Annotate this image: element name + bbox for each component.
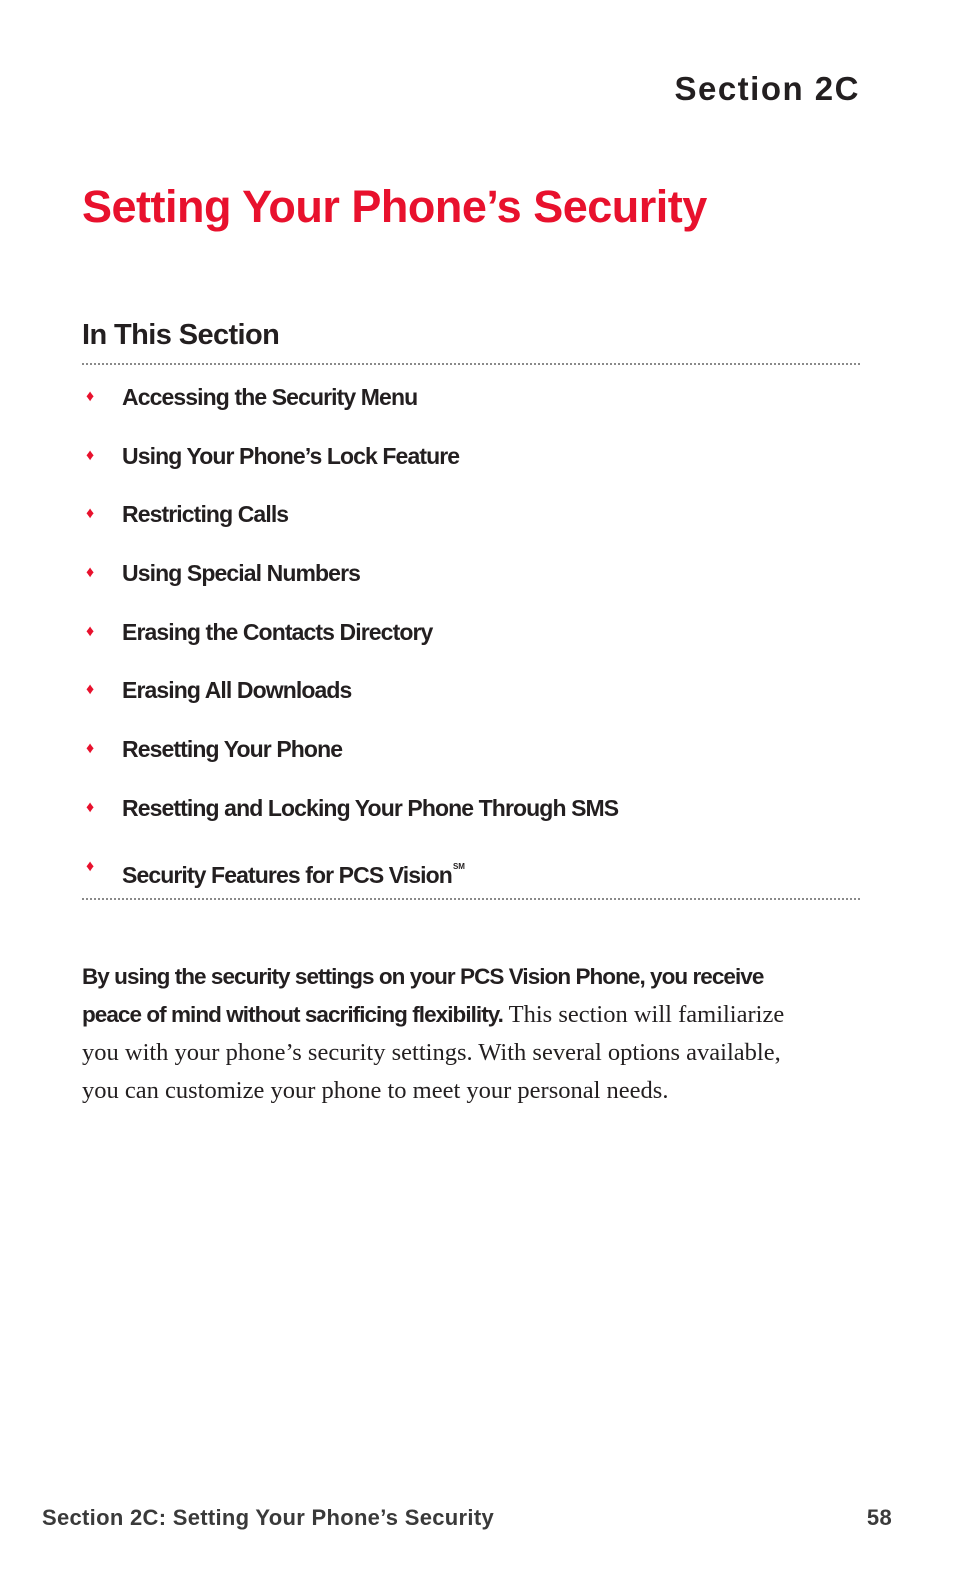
intro-paragraph [82, 958, 802, 1110]
toc-bottom-divider [82, 898, 860, 900]
intro-lead: By using the security settings on your PCS Vision Phone, you receive peace of mind without sacrificing flexibility. [82, 964, 764, 1027]
toc-item-resetting-locking-sms [82, 792, 618, 851]
page-footer [42, 1505, 892, 1531]
diamond-icon: ♦ [86, 681, 94, 699]
diamond-icon: ♦ [86, 446, 94, 464]
toc-item-label: Accessing the Security Menu [122, 384, 418, 410]
toc-item-label: Using Special Numbers [122, 560, 361, 587]
toc-item-label: Erasing All Downloads [122, 677, 352, 704]
toc-item-pcs-vision-security [82, 851, 618, 910]
toc-item-erasing-contacts [82, 616, 618, 675]
diamond-icon: ♦ [86, 740, 94, 758]
toc-item-lock-feature [82, 440, 618, 499]
diamond-icon: ♦ [86, 388, 94, 405]
toc-item-restricting-calls [82, 498, 618, 557]
diamond-icon: ♦ [86, 622, 94, 640]
toc-item-accessing-security-menu [82, 381, 618, 440]
intro-body: This section will familiarize you with your phone’s security settings. With several options available, you can customize your phone to meet your personal needs. [82, 1001, 785, 1104]
diamond-icon: ♦ [86, 505, 94, 523]
footer-running-title: Section 2C: Setting Your Phone’s Security [42, 1505, 494, 1530]
toc-item-label: Restricting Calls [122, 501, 289, 528]
service-mark: SM [452, 861, 465, 871]
toc-item-erasing-downloads [82, 674, 618, 733]
toc-item-label: Resetting and Locking Your Phone Through SMS [122, 794, 619, 821]
diamond-icon: ♦ [86, 564, 94, 582]
diamond-icon: ♦ [86, 798, 94, 816]
toc-item-resetting-phone [82, 733, 618, 792]
toc-item-label-text: Security Features for PCS Vision [122, 861, 452, 888]
diamond-icon: ♦ [86, 857, 94, 875]
toc-item-label [122, 851, 465, 891]
section-label: Section 2C [674, 70, 860, 107]
toc-item-label: Resetting Your Phone [122, 736, 343, 763]
toc-list [82, 381, 618, 909]
toc-item-label: Using Your Phone’s Lock Feature [122, 442, 460, 469]
page-number: 58 [866, 1505, 892, 1530]
toc-heading: In This Section [82, 319, 280, 351]
page-title: Setting Your Phone’s Security [82, 181, 707, 232]
toc-item-special-numbers [82, 557, 618, 616]
toc-top-divider [82, 363, 860, 365]
toc-item-label: Erasing the Contacts Directory [122, 618, 433, 645]
